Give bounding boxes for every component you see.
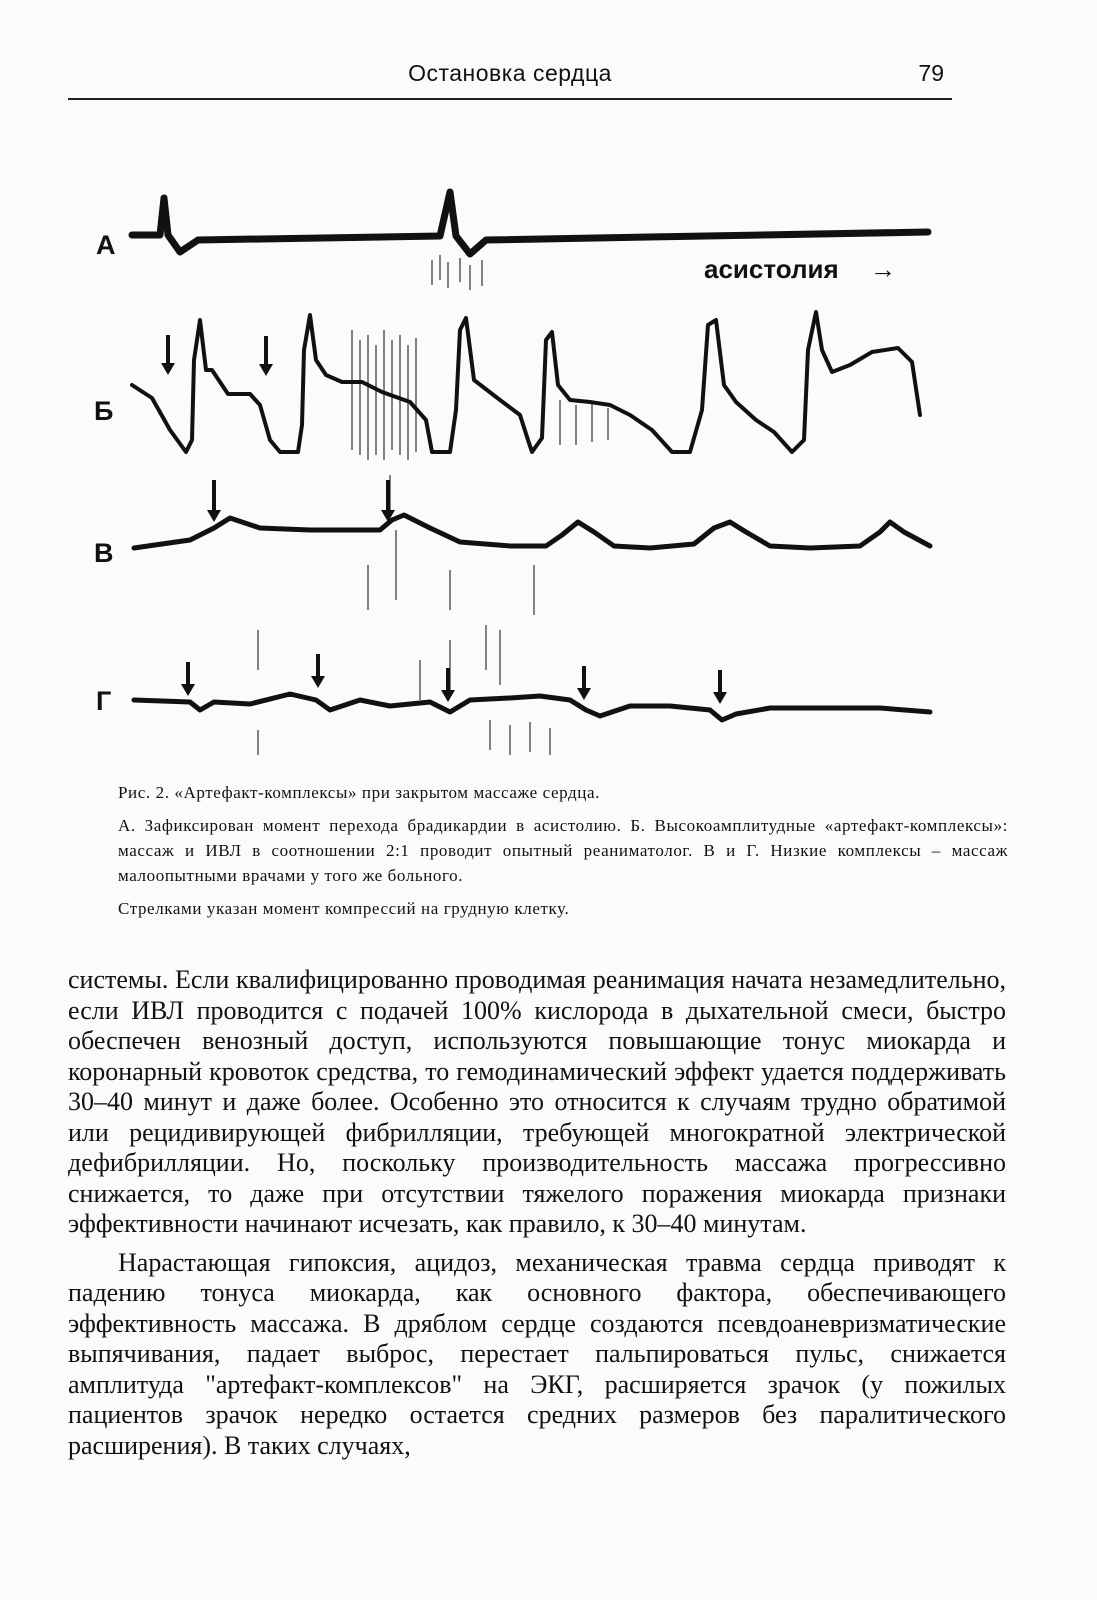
compression-arrow-icon <box>259 336 273 376</box>
page-number: 79 <box>918 60 944 86</box>
trace-v <box>134 515 930 548</box>
lead-label-g: Г <box>96 686 112 716</box>
lead-label-b: Б <box>94 396 114 426</box>
paragraph: системы. Если квалифицированно проводимая реанимация начата незамедлительно, если ИВЛ проводится с подачей 100% кислорода в дыхательной смеси, быстро обеспечен венозный доступ, используются повышающие тонус миокарда и коронарный кровоток средства, то гемодинамический эффект удается поддерживать 30–40 минут и даже более. Особенно это относится к случаям трудно обратимой или рецидивирующей фибрилляции, требующей многократной электрической дефибрилляции. Но, поскольку производительность массажа прогрессивно снижается, то даже при отсутствии тяжелого поражения миокарда признаки эффективности начинают исчезать, как правило, к 30–40 минутам. <box>68 965 1006 1238</box>
compression-arrow-icon <box>311 654 325 688</box>
paragraph: Нарастающая гипоксия, ацидоз, механическая травма сердца приводят к падению тонуса миокарда, как основного фактора, обеспечивающего эффективность массажа. В дряблом сердце создаются псевдоаневризматические выпячивания, падает выброс, перестает пальпироваться пульс, снижается амплитуда "артефакт-комплексов" на ЭКГ, расширяется зрачок (у пожилых пациентов зрачок нередко остается средних размеров без паралитического расширения). В таких случаях, <box>68 1247 1006 1460</box>
compression-arrow-icon <box>713 670 727 704</box>
asystole-annotation: асистолия <box>704 254 839 284</box>
compression-arrow-icon <box>441 668 455 702</box>
trace-b <box>132 312 920 452</box>
trace-g <box>134 694 930 720</box>
lead-label-v: В <box>94 538 114 568</box>
compression-arrow-icon <box>181 662 195 696</box>
compression-arrow-icon <box>161 335 175 375</box>
caption-note: Стрелками указан момент компрессий на грудную клетку. <box>118 899 570 918</box>
caption-title: Рис. 2. «Артефакт-комплексы» при закрытом массаже сердца. <box>118 783 600 802</box>
running-title: Остановка сердца <box>408 60 612 86</box>
running-head <box>68 54 952 100</box>
lead-label-a: А <box>96 230 116 260</box>
ecg-traces <box>90 170 960 770</box>
compression-arrow-icon <box>577 666 591 700</box>
trace-a <box>132 192 928 254</box>
figure-caption <box>118 780 1008 921</box>
compression-arrow-icon <box>381 480 395 522</box>
compression-arrow-icon <box>207 480 221 522</box>
caption-description: А. Зафиксирован момент перехода брадикардии в асистолию. Б. Высокоамплитудные «артефакт-комплексы»: массаж и ИВЛ в соотношении 2:1 проводит опытный реаниматолог. В и Г. Низкие комплексы – массаж малоопытными врачами у того же больного. <box>118 816 1008 885</box>
ecg-figure <box>90 170 960 770</box>
body-text <box>68 965 1006 1461</box>
asystole-arrow: → <box>870 254 896 284</box>
